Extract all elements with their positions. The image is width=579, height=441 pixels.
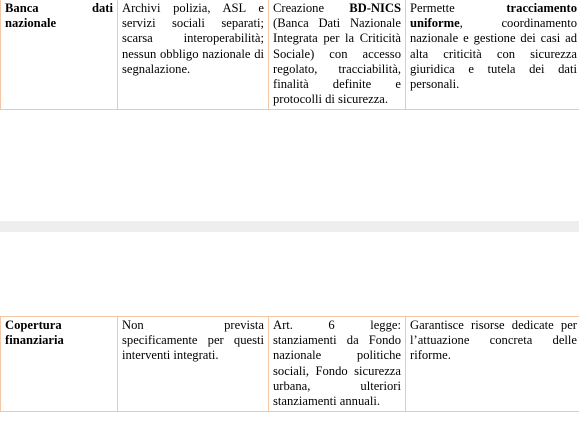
benefit-text-pre: Permette bbox=[410, 1, 507, 15]
proposal-cell: Art. 6 legge: stanziamenti da Fondo nazionale politiche sociali, Fondo sicurezza urbana, ulteriori stanziamenti annuali. bbox=[269, 317, 406, 412]
page-break-gap bbox=[0, 221, 579, 232]
row-title: Copertura finanziaria bbox=[1, 317, 118, 412]
benefit-cell bbox=[406, 0, 579, 110]
current-situation-cell: Archivi polizia, ASL e servizi sociali separati; scarsa interoperabilità; nessun obbligo nazionale di segnalazione. bbox=[118, 0, 269, 110]
proposal-text-post: (Banca Dati Nazionale Integrata per la Criticità Sociale) con accesso regolato, tracciabilità, finalità definite e protocolli di sicurezza. bbox=[273, 16, 401, 107]
table-row-banca-dati bbox=[0, 0, 579, 110]
proposal-text-bold: BD-NICS bbox=[349, 1, 401, 15]
table-row bbox=[1, 317, 579, 412]
benefit-text-post: , coordinamento nazionale e gestione dei casi ad alta criticità con sicurezza giuridica e tutela dei dati personali. bbox=[410, 16, 577, 92]
benefit-cell: Garantisce risorse dedicate per l’attuazione concreta delle riforme. bbox=[406, 317, 579, 412]
row-title: Banca dati nazionale bbox=[1, 0, 118, 110]
table-row bbox=[1, 0, 579, 110]
proposal-cell bbox=[269, 0, 406, 110]
benefit-text-bold: tracciamento uniforme bbox=[410, 1, 577, 31]
proposal-text-pre: Creazione bbox=[273, 1, 350, 15]
table-row-copertura bbox=[0, 316, 579, 412]
current-situation-cell: Non prevista specificamente per questi interventi integrati. bbox=[118, 317, 269, 412]
